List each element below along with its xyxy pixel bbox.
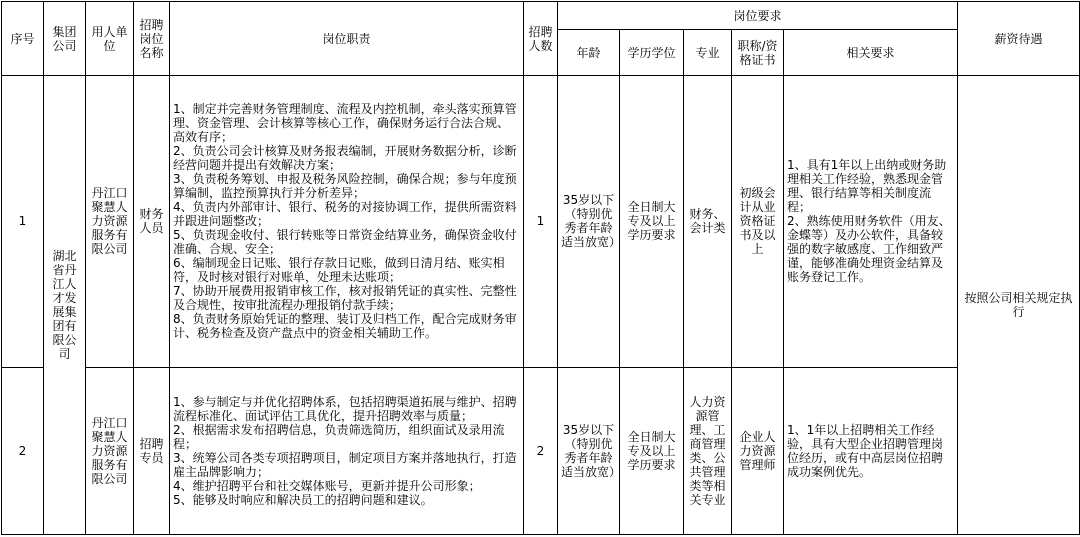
duty-line: 2、根据需求发布招聘信息，负责筛选简历，组织面试及录用流程； xyxy=(173,422,505,451)
header-cert: 职称/资格证书 xyxy=(732,30,784,76)
duties-cell xyxy=(170,367,524,534)
header-major: 专业 xyxy=(684,30,732,76)
duty-line: 2、负责公司会计核算及财务报表编制，开展财务数据分析，诊断经营问题并提出有效解决方案； xyxy=(173,144,517,173)
header-age: 年龄 xyxy=(558,30,620,76)
duty-line: 5、能够及时响应和解决员工的招聘问题和建议。 xyxy=(173,492,433,507)
duty-line: 3、统筹公司各类专项招聘项目，制定项目方案并落地执行，打造雇主品牌影响力； xyxy=(173,450,517,479)
age-cell: 35岁以下（特别优秀者年龄适当放宽） xyxy=(558,76,620,368)
major-cell: 人力资源管理、工商管理类、公共管理类等相关专业 xyxy=(684,367,732,534)
duty-line: 4、维护招聘平台和社交媒体账号，更新并提升公司形象； xyxy=(173,478,481,493)
requirement-line: 2、熟练使用财务软件（用友、金蝶等）及办公软件，具备较强的数字敏感度、工作细致严谨，能够准确处理资金结算及账务登记工作。 xyxy=(787,214,951,285)
employer-cell: 丹江口聚慧人力资源服务有限公司 xyxy=(86,76,134,368)
table-row xyxy=(2,76,1080,368)
requirement-line: 1、1年以上招聘相关工作经验，具有大型企业招聘管理岗位经历，或有中高层岗位招聘成功案例优先。 xyxy=(787,422,944,479)
header-group-company: 集团公司 xyxy=(44,2,86,76)
age-cell: 35岁以下（特别优秀者年龄适当放宽） xyxy=(558,367,620,534)
education-cell: 全日制大专及以上学历要求 xyxy=(620,367,684,534)
row-seq: 1 xyxy=(2,76,44,368)
duty-line: 7、协助开展费用报销审核工作，核对报销凭证的真实性、完整性及合规性，按审批流程办理报销付款手续； xyxy=(173,284,517,313)
cert-cell: 企业人力资源管理师 xyxy=(732,367,784,534)
header-employer: 用人单位 xyxy=(86,2,134,76)
count-cell: 1 xyxy=(524,76,558,368)
duty-line: 1、制定并完善财务管理制度、流程及内控机制，牵头落实预算管理、资金管理、会计核算等核心工作，确保财务运行合法合规、高效有序； xyxy=(173,102,517,145)
duty-line: 3、负责税务筹划、申报及税务风险控制，确保合规；参与年度预算编制，监控预算执行并分析差异； xyxy=(173,172,517,201)
duty-line: 1、参与制定与并优化招聘体系，包括招聘渠道拓展与维护、招聘流程标准化、面试评估工具优化，提升招聘效率与质量； xyxy=(173,394,517,423)
header-duties: 岗位职责 xyxy=(170,2,524,76)
header-other: 相关要求 xyxy=(784,30,958,76)
count-cell: 2 xyxy=(524,367,558,534)
major-cell: 财务、会计类 xyxy=(684,76,732,368)
duties-cell xyxy=(170,76,524,368)
cert-cell: 初级会计从业资格证书及以上 xyxy=(732,76,784,368)
recruitment-table xyxy=(1,1,1080,535)
header-salary: 薪资待遇 xyxy=(958,2,1080,76)
salary-cell: 按照公司相关规定执行 xyxy=(958,76,1080,535)
header-position: 招聘岗位名称 xyxy=(134,2,170,76)
header-seq: 序号 xyxy=(2,2,44,76)
duty-line: 4、负责内外部审计、银行、税务的对接协调工作，提供所需资料并跟进问题整改； xyxy=(173,200,517,229)
header-count: 招聘人数 xyxy=(524,2,558,76)
duty-line: 8、负责财务原始凭证的整理、装订及归档工作，配合完成财务审计、税务检查及资产盘点中的资金相关辅助工作。 xyxy=(173,312,517,341)
other-requirements-cell xyxy=(784,76,958,368)
row-seq: 2 xyxy=(2,367,44,534)
other-requirements-cell xyxy=(784,367,958,534)
position-cell: 财务人员 xyxy=(134,76,170,368)
employer-cell: 丹江口聚慧人力资源服务有限公司 xyxy=(86,367,134,534)
duty-line: 6、编制现金日记账、银行存款日记账，做到日清月结、账实相符，及时核对银行对账单，处理未达账项； xyxy=(173,256,505,285)
duty-line: 5、负责现金收付、银行转账等日常资金结算业务，确保资金收付准确、合规、安全； xyxy=(173,228,517,257)
table-row xyxy=(2,367,1080,534)
group-company-cell: 湖北省丹江人才发展集团有限公司 xyxy=(44,76,86,535)
header-education: 学历学位 xyxy=(620,30,684,76)
education-cell: 全日制大专及以上学历要求 xyxy=(620,76,684,368)
position-cell: 招聘专员 xyxy=(134,367,170,534)
requirement-line: 1、具有1年以上出纳或财务助理相关工作经验，熟悉现金管理、银行结算等相关制度流程； xyxy=(787,158,947,215)
header-requirements: 岗位要求 xyxy=(558,2,958,30)
